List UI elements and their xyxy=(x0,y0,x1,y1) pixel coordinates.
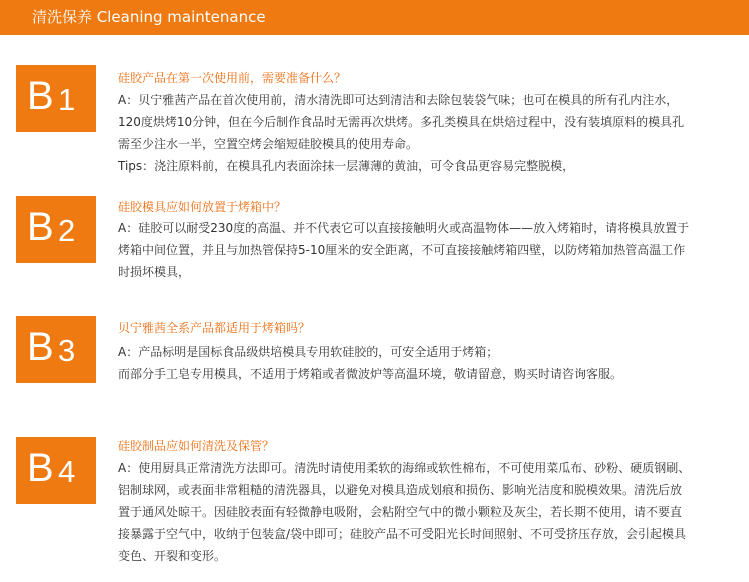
faq-question: 硅胶制品应如何清洗及保管？ xyxy=(118,439,275,453)
answer-line: A：贝宁雅茜产品在首次使用前，清水清洗即可达到清洁和去除包装袋气味；也可在模具的所有孔内注水， xyxy=(118,93,679,107)
badge-number: 1 xyxy=(58,82,76,117)
badge-b3 xyxy=(16,316,96,383)
answer-line: 铝制球网，或表面非常粗糙的清洗器具，以避免对模具造成划痕和损伤、影响光洁度和脱模效果。清洗后放 xyxy=(118,483,683,497)
badge-letter: B xyxy=(27,205,54,249)
badge-b1 xyxy=(16,65,96,132)
answer-line: 需至少注水一半，空置空烤会缩短硅胶模具的使用寿命。 xyxy=(118,137,419,151)
badge-letter: B xyxy=(27,325,54,369)
faq-answer xyxy=(118,457,718,567)
answer-line: 变色、开裂和变形。 xyxy=(118,549,227,563)
answer-line: 120度烘烤10分钟，但在今后制作食品时无需再次烘烤。多孔类模具在烘焙过程中，没有装填原料的模具孔 xyxy=(118,115,685,129)
faq-answer xyxy=(118,89,718,177)
section-header-bar xyxy=(0,0,749,35)
badge-letter: B xyxy=(27,446,54,490)
answer-line: 时损坏模具， xyxy=(118,265,191,279)
faq-question: 贝宁雅茜全系产品都适用于烤箱吗？ xyxy=(118,321,311,335)
answer-line: Tips：浇注原料前，在模具孔内表面涂抹一层薄薄的黄油，可令食品更容易完整脱模， xyxy=(118,159,575,173)
answer-line: A：硅胶可以耐受230度的高温、并不代表它可以直接接触明火或高温物体——放入烤箱时，请将模具放置于 xyxy=(118,221,690,235)
faq-question: 硅胶模具应如何放置于烤箱中？ xyxy=(118,200,287,214)
answer-line: A：使用厨具正常清洗方法即可。清洗时请使用柔软的海绵或软性棉布，不可使用菜瓜布、砂粉、硬质钢刷、 xyxy=(118,461,691,475)
badge-b2 xyxy=(16,196,96,263)
answer-line: A：产品标明是国标食品级烘培模具专用软硅胶的，可安全适用于烤箱； xyxy=(118,345,499,359)
answer-line: 烤箱中间位置，并且与加热管保持5-10厘米的安全距离，不可直接接触烤箱四壁，以防烤箱加热管高温工作 xyxy=(118,243,686,257)
answer-line: 而部分手工皂专用模具，不适用于烤箱或者微波炉等高温环境，敬请留意，购买时请咨询客服。 xyxy=(118,367,623,381)
badge-b4 xyxy=(16,437,96,504)
badge-letter: B xyxy=(27,74,54,118)
faq-answer xyxy=(118,341,718,385)
faq-answer xyxy=(118,217,718,283)
badge-number: 4 xyxy=(58,454,76,489)
badge-number: 2 xyxy=(58,213,76,248)
faq-question: 硅胶产品在第一次使用前，需要准备什么？ xyxy=(118,71,347,85)
answer-line: 置于通风处晾干。因硅胶表面有轻微静电吸附，会粘附空气中的微小颗粒及灰尘，若长期不使用，请不要直 xyxy=(118,505,683,519)
section-header-title: 清洗保养 Cleaning maintenance xyxy=(32,8,266,26)
answer-line: 接暴露于空气中，收纳于包装盒/袋中即可；硅胶产品不可受阳光长时间照射、不可受挤压存放，会引起模具 xyxy=(118,527,687,541)
badge-number: 3 xyxy=(58,333,76,368)
